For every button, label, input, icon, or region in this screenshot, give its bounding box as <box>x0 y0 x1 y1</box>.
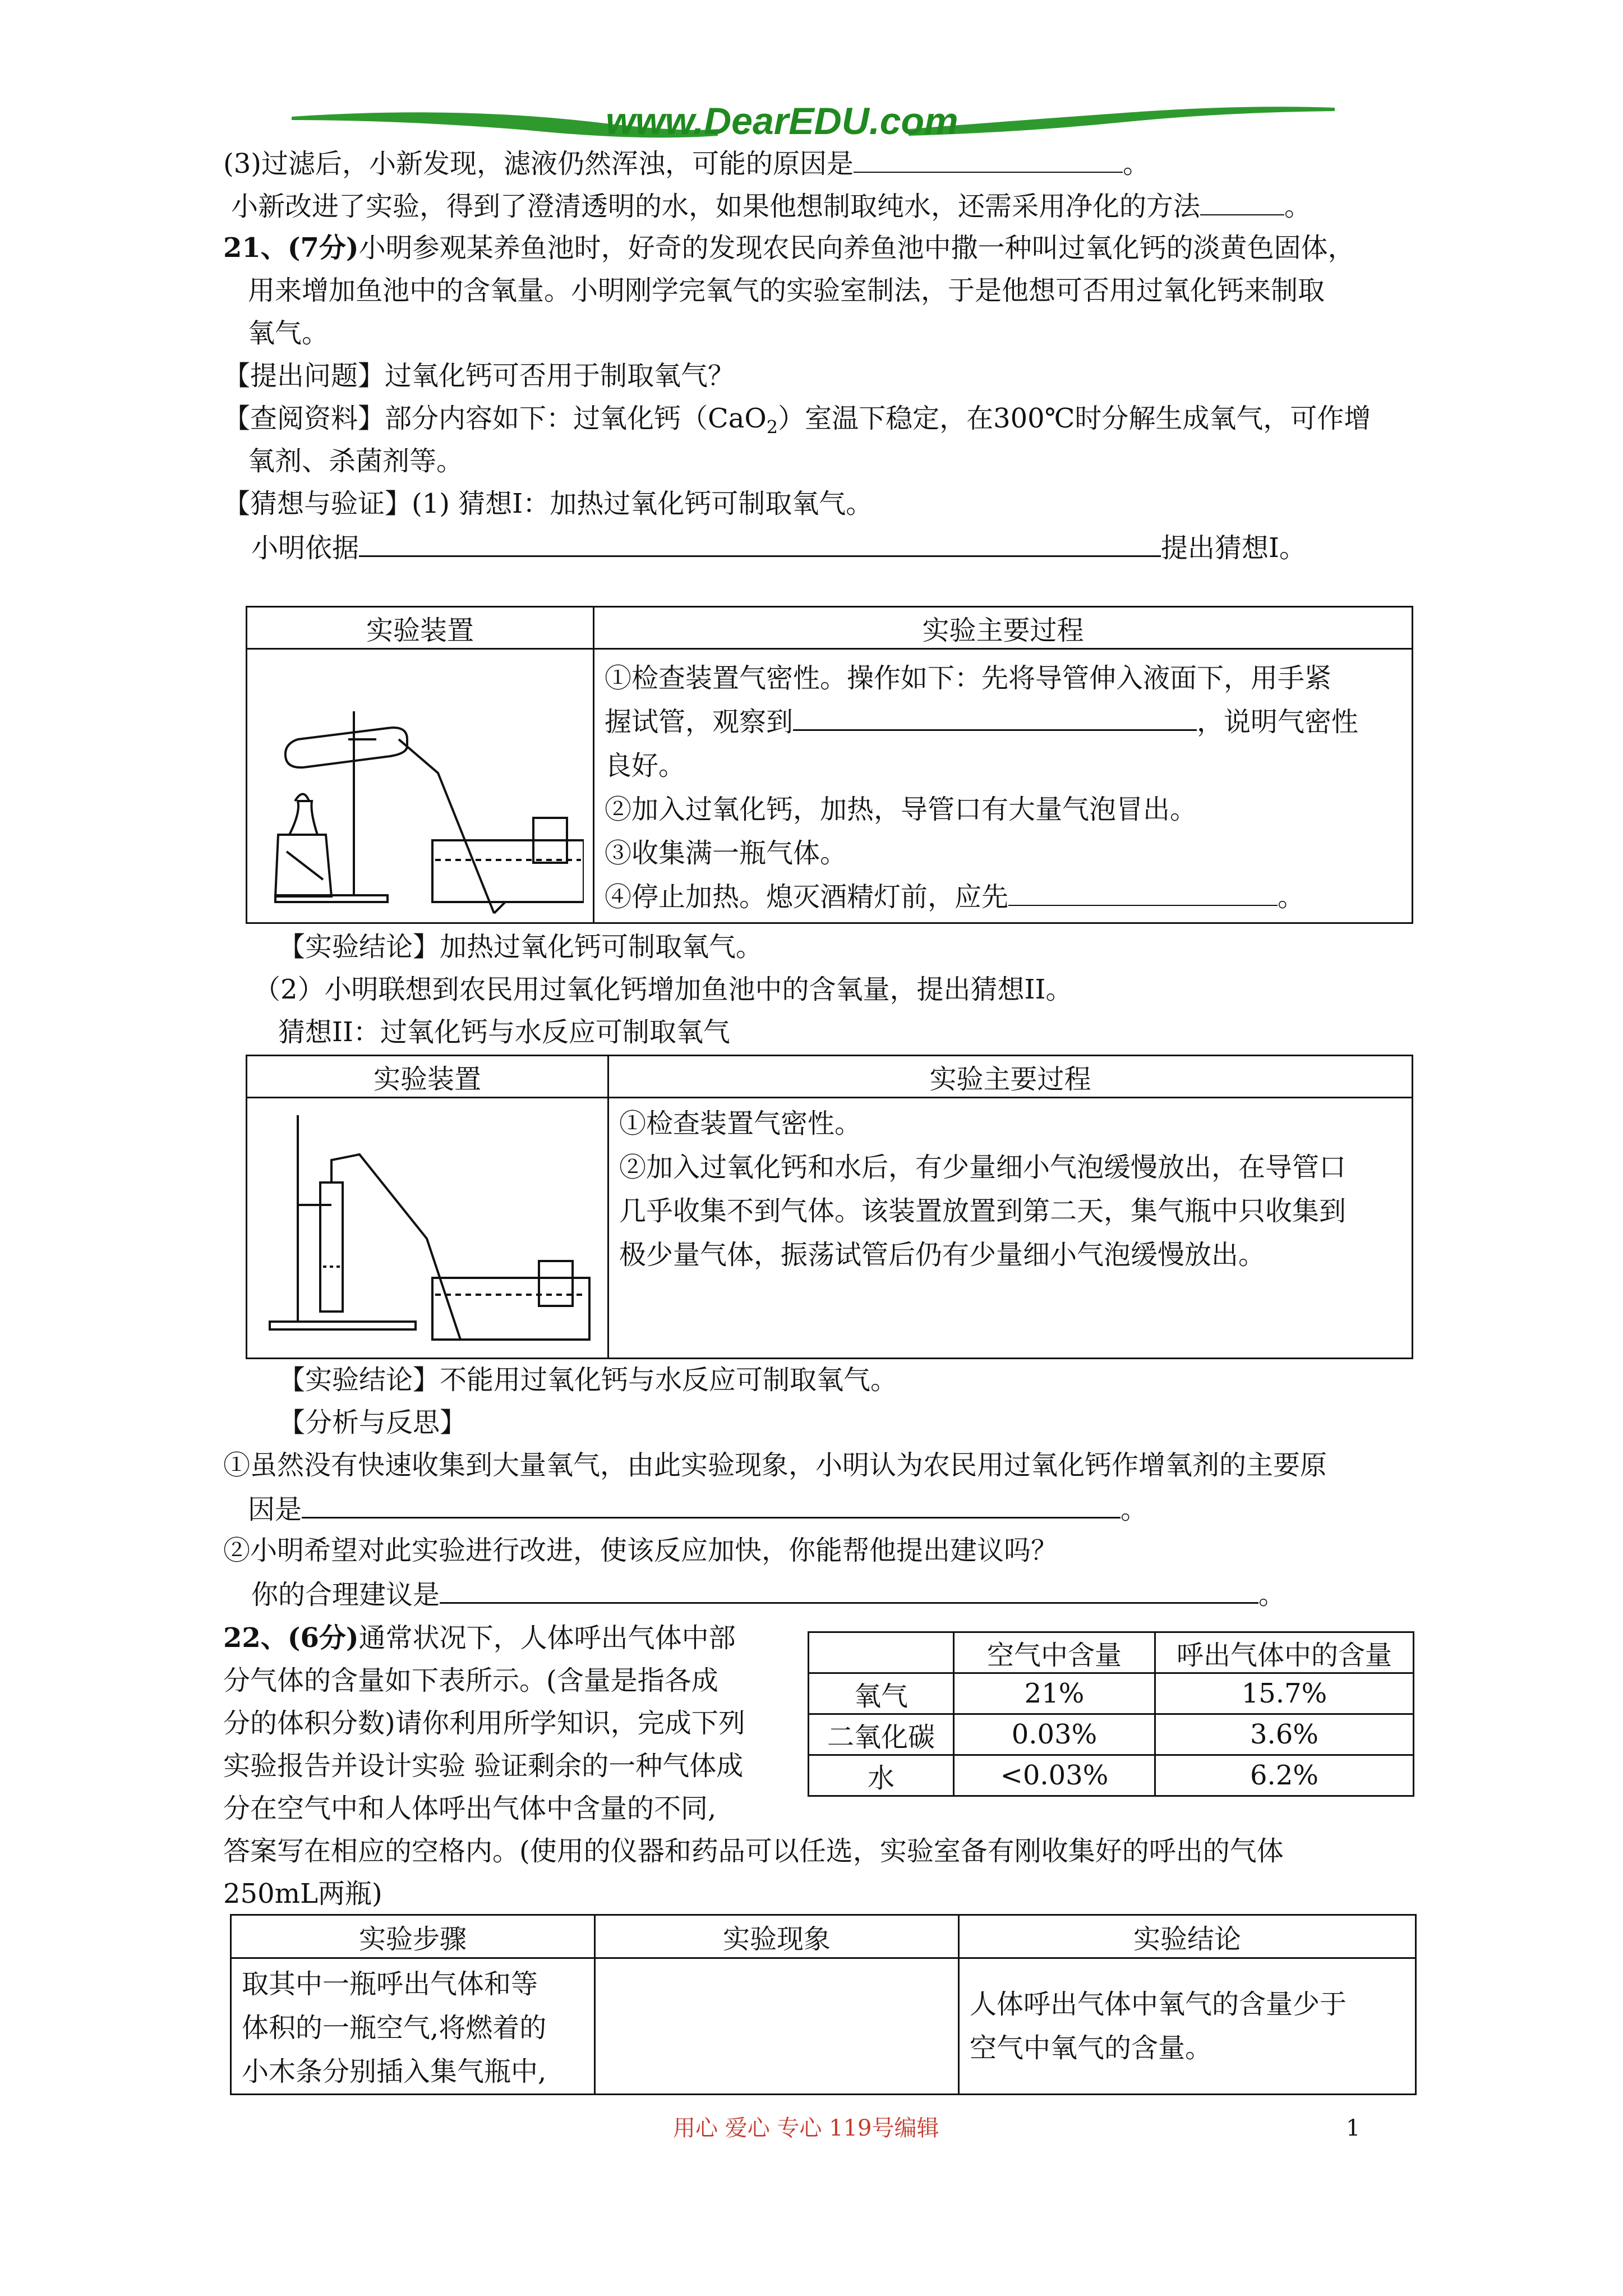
question-text: 过氧化钙可否用于制取氧气？ <box>385 360 735 392</box>
q21-analysis-1a: ①虽然没有快速收集到大量氧气，由此实验现象，小明认为农民用过氧化钙作增氧剂的主要原 <box>223 1450 1327 1481</box>
report-step-cell <box>231 1958 595 2095</box>
process-step-4-text: ④停止加热。熄灭酒精灯前，应先 <box>605 881 1009 913</box>
gas-header-blank <box>809 1632 954 1673</box>
report-header-conclusion: 实验结论 <box>959 1915 1416 1958</box>
footer-text: 用心 爱心 专心 119号编辑 <box>673 2115 939 2141</box>
guess-label: 【猜想与验证】 <box>223 488 412 519</box>
process-step-2: ②加入过氧化钙，加热，导管口有大量气泡冒出。 <box>605 794 1197 825</box>
q22-number: 22、(6分) <box>223 1622 359 1654</box>
process-step-4-end: 。 <box>1278 881 1305 913</box>
gas-exhaled-value: 15.7% <box>1155 1673 1414 1714</box>
table-row <box>809 1673 1414 1714</box>
q21-analysis-3 <box>251 1577 1285 1612</box>
reference-text2: ）室温下稳定，在300℃时分解生成氧气，可作增 <box>778 403 1371 434</box>
q20-line1-end: 。 <box>1123 148 1150 180</box>
process-step-4 <box>605 875 1401 919</box>
q21-reference-line1 <box>223 403 1371 438</box>
reference-subscript: 2 <box>766 416 778 438</box>
q21-guess2: 猜想II：过氧化钙与水反应可制取氧气 <box>278 1016 730 1048</box>
gas-air-value: <0.03% <box>954 1755 1155 1796</box>
q21-intro-line3: 氧气。 <box>248 318 329 349</box>
q20-line1 <box>223 147 1150 181</box>
report-conclusion-line: 人体呼出气体中氧气的含量少于 <box>970 1989 1347 2020</box>
q21-question <box>223 360 735 393</box>
table-row <box>809 1714 1414 1755</box>
gas-air-value: 21% <box>954 1673 1155 1714</box>
q22-line1-text: 通常状况下，人体呼出气体中部 <box>358 1622 736 1654</box>
table-row <box>231 1958 1416 2095</box>
q21-number: 21、(7分) <box>223 232 359 264</box>
process2-step-2a: ②加入过氧化钙和水后，有少量细小气泡缓慢放出，在导管口 <box>619 1152 1347 1183</box>
q21-analysis-2: ②小明希望对此实验进行改进，使该反应加快，你能帮他提出建议吗？ <box>223 1535 1058 1566</box>
answer-blank[interactable] <box>302 1492 1121 1519</box>
analysis-1b-end: 。 <box>1121 1494 1148 1525</box>
question-label: 【提出问题】 <box>223 360 385 392</box>
process2-step-2c: 极少量气体，振荡试管后仍有少量细小气泡缓慢放出。 <box>619 1239 1266 1271</box>
site-logo-text: www.DearEDU.com <box>606 100 958 142</box>
process-step-1b <box>605 700 1401 744</box>
gas-content-table <box>808 1631 1414 1797</box>
gas-name: 氧气 <box>809 1673 954 1714</box>
q21-analysis-1b <box>248 1492 1147 1526</box>
gas-exhaled-value: 3.6% <box>1155 1714 1414 1755</box>
q21-guess <box>223 488 873 521</box>
basis-text: 小明依据 <box>251 532 359 564</box>
q21-conclusion-1 <box>278 931 763 964</box>
table1-header-apparatus: 实验装置 <box>247 607 594 649</box>
heating-apparatus-diagram <box>247 650 584 919</box>
table1-apparatus-cell <box>247 649 594 923</box>
process-step-1a: ①检查装置气密性。操作如下：先将导管伸入液面下，用手紧 <box>605 662 1332 694</box>
gas-name: 二氧化碳 <box>809 1714 954 1755</box>
process2-step-1: ①检查装置气密性。 <box>619 1108 862 1139</box>
process2-step-2b: 几乎收集不到气体。该装置放置到第二天，集气瓶中只收集到 <box>619 1195 1347 1227</box>
process-step-1b-end: ，说明气密性 <box>1197 706 1359 738</box>
reference-text1: 部分内容如下：过氧化钙（CaO <box>385 403 767 434</box>
q21-part2: （2）小明联想到农民用过氧化钙增加鱼池中的含氧量，提出猜想II。 <box>253 974 1073 1005</box>
table1-process-cell <box>594 649 1413 923</box>
q21-conclusion-2 <box>278 1364 897 1397</box>
q22-line2: 分气体的含量如下表所示。(含量是指各成 <box>223 1665 718 1696</box>
answer-blank[interactable] <box>1008 880 1278 906</box>
report-phenomenon-cell[interactable] <box>595 1958 959 2095</box>
gas-header-exhaled: 呼出气体中的含量 <box>1155 1632 1414 1673</box>
page-number: 1 <box>1346 2115 1361 2141</box>
answer-blank[interactable] <box>359 531 1161 557</box>
basis-end: 提出猜想Ⅰ。 <box>1161 532 1306 564</box>
conclusion2-label: 【实验结论】 <box>278 1364 440 1396</box>
gas-air-value: 0.03% <box>954 1714 1155 1755</box>
report-conclusion-cell <box>959 1958 1416 2095</box>
process-step-1b-text: 握试管，观察到 <box>605 706 794 738</box>
q22-line7: 250mL两瓶) <box>223 1878 382 1910</box>
q21-intro-line2: 用来增加鱼池中的含氧量。小明刚学完氧气的实验室制法，于是他想可否用过氧化钙来制取 <box>248 275 1325 306</box>
table1-header-process: 实验主要过程 <box>594 607 1413 649</box>
q21-intro-text1: 小明参观某养鱼池时，好奇的发现农民向养鱼池中撒一种叫过氧化钙的淡黄色固体， <box>358 232 1355 264</box>
experiment-table-2 <box>246 1055 1413 1359</box>
q20-line2 <box>231 190 1311 223</box>
table2-header-process: 实验主要过程 <box>608 1056 1413 1098</box>
report-header-step: 实验步骤 <box>231 1915 595 1958</box>
table2-apparatus-cell <box>247 1098 608 1359</box>
experiment-report-table <box>230 1914 1417 2095</box>
q22-line5: 分在空气中和人体呼出气体中含量的不同, <box>223 1793 717 1824</box>
q21-analysis-label: 【分析与反思】 <box>278 1407 467 1438</box>
report-step-line: 取其中一瓶呼出气体和等 <box>242 1968 538 2000</box>
report-step-line: 小木条分别插入集气瓶中, <box>242 2056 547 2087</box>
reference-label: 【查阅资料】 <box>223 403 385 434</box>
analysis-3-text: 你的合理建议是 <box>251 1579 440 1611</box>
q21-intro-line1 <box>223 232 1355 265</box>
analysis-1b-text: 因是 <box>248 1494 302 1525</box>
table2-header-apparatus: 实验装置 <box>247 1056 608 1098</box>
report-header-phenomenon: 实验现象 <box>595 1915 959 1958</box>
answer-blank[interactable] <box>1200 190 1284 215</box>
water-reaction-apparatus-diagram <box>247 1098 595 1351</box>
gas-header-air: 空气中含量 <box>954 1632 1155 1673</box>
process-step-3: ③收集满一瓶气体。 <box>605 838 847 869</box>
answer-blank[interactable] <box>793 705 1197 731</box>
gas-name: 水 <box>809 1755 954 1796</box>
q20-line2-end: 。 <box>1284 191 1312 222</box>
gas-exhaled-value: 6.2% <box>1155 1755 1414 1796</box>
q21-reference-line2: 氧剂、杀菌剂等。 <box>248 445 464 477</box>
q22-line3: 分的体积分数)请你利用所学知识，完成下列 <box>223 1708 745 1739</box>
report-step-line: 体积的一瓶空气,将燃着的 <box>242 2012 547 2044</box>
table-row <box>809 1755 1414 1796</box>
q22-line1 <box>223 1622 736 1655</box>
process-step-1c: 良好。 <box>605 750 686 781</box>
q20-line1-text: (3)过滤后，小新发现，滤液仍然浑浊，可能的原因是 <box>223 148 854 180</box>
q22-line4: 实验报告并设计实验 验证剩余的一种气体成 <box>223 1750 744 1782</box>
conclusion-text: 加热过氧化钙可制取氧气。 <box>440 931 763 963</box>
answer-blank[interactable] <box>440 1577 1258 1604</box>
guess-text: (1) 猜想Ⅰ：加热过氧化钙可制取氧气。 <box>412 488 873 519</box>
header-banner <box>292 95 1335 151</box>
q20-line2-text: 小新改进了实验，得到了澄清透明的水，如果他想制取纯水，还需采用净化的方法 <box>231 191 1201 222</box>
experiment-table-1 <box>246 606 1413 924</box>
analysis-3-end: 。 <box>1258 1579 1286 1611</box>
conclusion2-text: 不能用过氧化钙与水反应可制取氧气。 <box>440 1364 898 1396</box>
answer-blank[interactable] <box>854 147 1123 173</box>
q22-line6: 答案写在相应的空格内。(使用的仪器和药品可以任选，实验室备有刚收集好的呼出的气体 <box>223 1835 1284 1867</box>
table2-process-cell <box>608 1098 1413 1359</box>
conclusion-label: 【实验结论】 <box>278 931 440 963</box>
report-conclusion-line: 空气中氧气的含量。 <box>970 2032 1212 2064</box>
q21-basis <box>251 531 1306 565</box>
